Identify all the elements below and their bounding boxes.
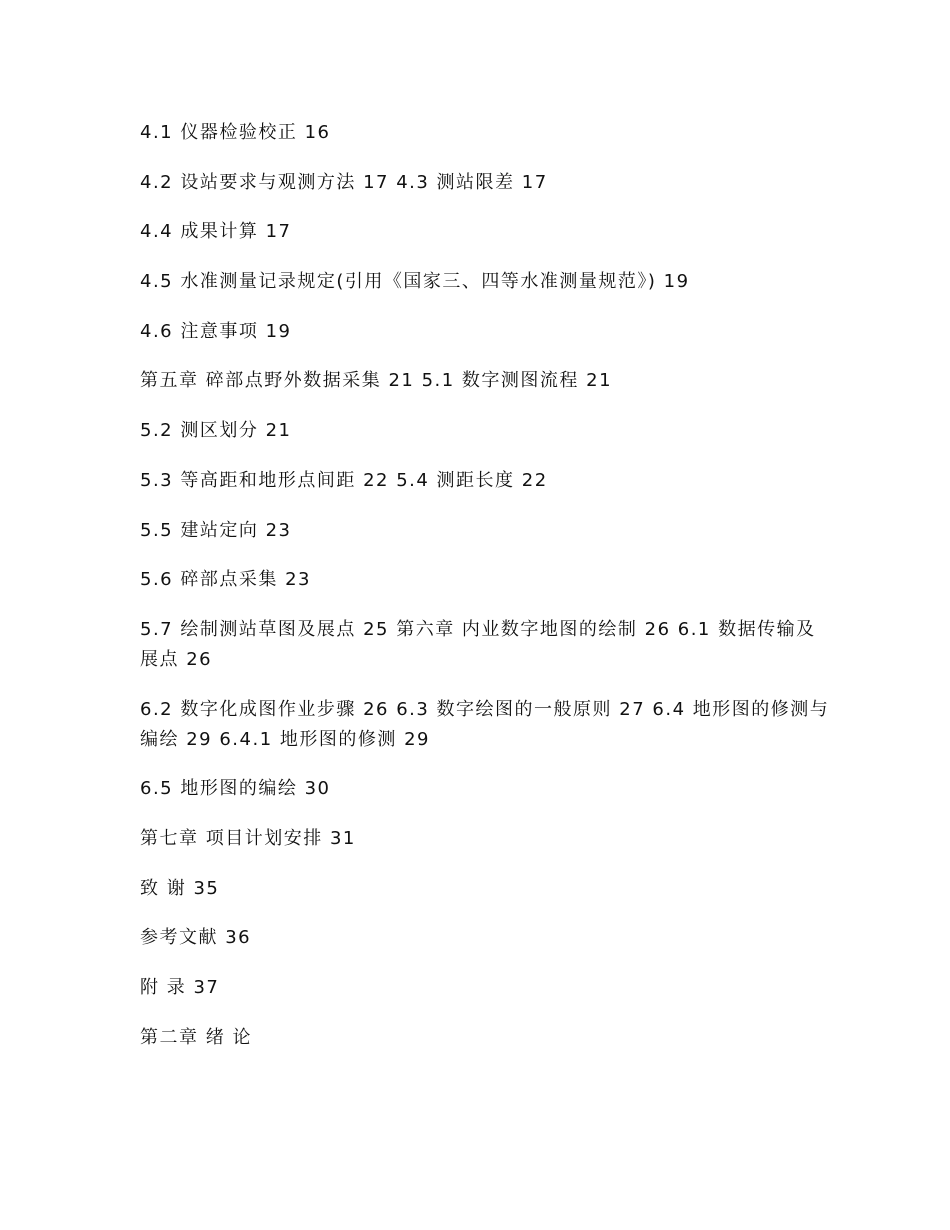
table-of-contents <box>140 118 830 1072</box>
toc-entry: 6.5 地形图的编绘 30 <box>140 778 331 800</box>
toc-entry: 6.2 数字化成图作业步骤 26 6.3 数字绘图的一般原则 27 6.4 地形图的修测与编绘 29 6.4.1 地形图的修测 29 <box>140 698 830 750</box>
toc-entry: 5.6 碎部点采集 23 <box>140 569 311 591</box>
toc-entry: 5.5 建站定向 23 <box>140 519 292 541</box>
toc-entry: 4.2 设站要求与观测方法 17 4.3 测站限差 17 <box>140 171 548 193</box>
toc-entry: 附 录 37 <box>140 977 220 998</box>
toc-entry: 第二章 绪 论 <box>140 1026 252 1048</box>
toc-entry: 4.5 水准测量记录规定(引用《国家三、四等水准测量规范》) 19 <box>140 271 690 293</box>
toc-entry: 5.2 测区划分 21 <box>140 420 292 442</box>
toc-entry: 4.1 仪器检验校正 16 <box>140 122 331 143</box>
toc-entry: 参考文献 36 <box>140 927 252 949</box>
toc-entry: 5.3 等高距和地形点间距 22 5.4 测距长度 22 <box>140 469 548 491</box>
toc-entry: 4.4 成果计算 17 <box>140 221 292 243</box>
toc-entry: 5.7 绘制测站草图及展点 25 第六章 内业数字地图的绘制 26 6.1 数据传输及展点 26 <box>140 618 816 670</box>
toc-entry: 第七章 项目计划安排 31 <box>140 827 356 849</box>
toc-entry: 第五章 碎部点野外数据采集 21 5.1 数字测图流程 21 <box>140 370 613 392</box>
toc-entry: 致 谢 35 <box>140 877 220 899</box>
toc-entry: 4.6 注意事项 19 <box>140 320 292 342</box>
